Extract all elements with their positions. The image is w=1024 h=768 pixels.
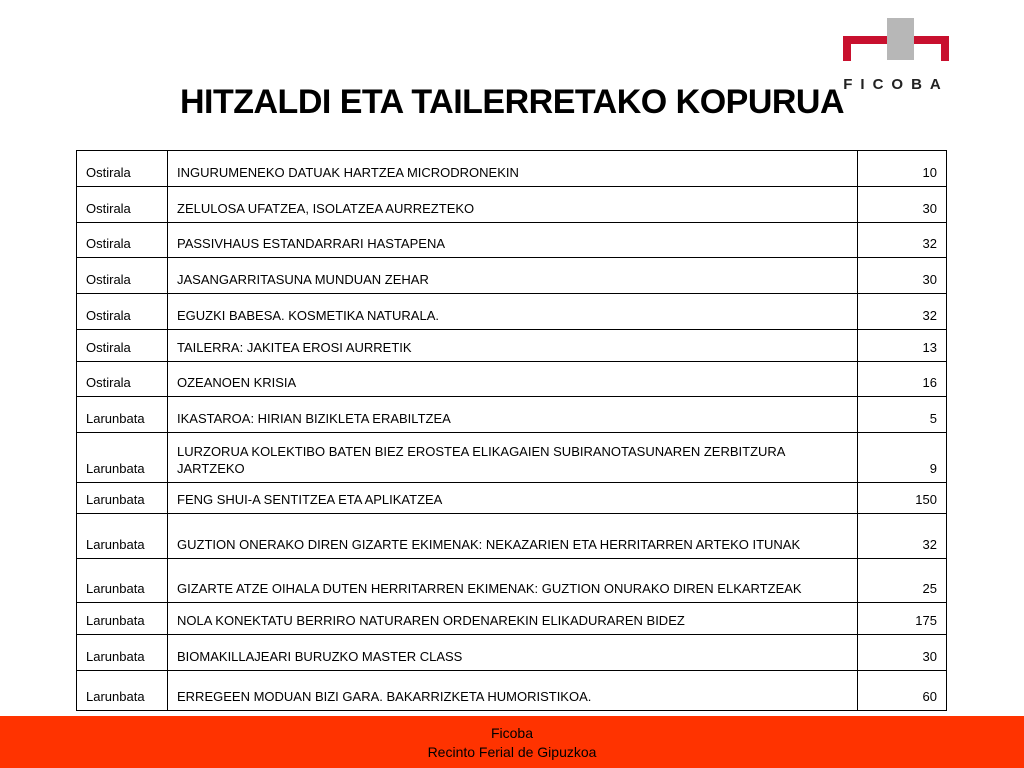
count-cell: 60 [858,671,947,711]
activity-cell: GIZARTE ATZE OIHALA DUTEN HERRITARREN EKIMENAK: GUZTION ONURAKO DIREN ELKARTZEAK [168,559,858,603]
activity-cell: JASANGARRITASUNA MUNDUAN ZEHAR [168,258,858,294]
logo-wordmark: FICOBA [843,76,949,93]
day-cell: Larunbata [77,433,168,483]
count-cell: 25 [858,559,947,603]
table-row [77,483,947,514]
table-row [77,433,947,483]
table-row [77,362,947,397]
count-cell: 16 [858,362,947,397]
activity-cell: PASSIVHAUS ESTANDARRARI HASTAPENA [168,223,858,258]
activity-cell: INGURUMENEKO DATUAK HARTZEA MICRODRONEKIN [168,151,858,187]
table-row [77,671,947,711]
footer-bar [0,716,1024,768]
count-cell: 9 [858,433,947,483]
day-cell: Larunbata [77,559,168,603]
count-cell: 10 [858,151,947,187]
activity-cell: ZELULOSA UFATZEA, ISOLATZEA AURREZTEKO [168,187,858,223]
count-cell: 30 [858,258,947,294]
count-cell: 32 [858,223,947,258]
day-cell: Larunbata [77,397,168,433]
table-row [77,330,947,362]
day-cell: Ostirala [77,362,168,397]
sessions-table-body [77,151,947,711]
activity-cell: ERREGEEN MODUAN BIZI GARA. BAKARRIZKETA HUMORISTIKOA. [168,671,858,711]
day-cell: Ostirala [77,223,168,258]
footer-line-1: Ficoba [490,725,534,741]
table-row [77,187,947,223]
count-cell: 32 [858,294,947,330]
day-cell: Ostirala [77,187,168,223]
day-cell: Ostirala [77,151,168,187]
activity-cell: GUZTION ONERAKO DIREN GIZARTE EKIMENAK: NEKAZARIEN ETA HERRITARREN ARTEKO ITUNAK [168,514,858,559]
table-row [77,559,947,603]
activity-cell: FENG SHUI-A SENTITZEA ETA APLIKATZEA [168,483,858,514]
count-cell: 13 [858,330,947,362]
day-cell: Larunbata [77,483,168,514]
page-title: HITZALDI ETA TAILERRETAKO KOPURUA [179,83,845,121]
activity-cell: NOLA KONEKTATU BERRIRO NATURAREN ORDENAREKIN ELIKADURAREN BIDEZ [168,603,858,635]
table-row [77,397,947,433]
table-row [77,258,947,294]
count-cell: 30 [858,187,947,223]
table-row [77,514,947,559]
activity-cell: IKASTAROA: HIRIAN BIZIKLETA ERABILTZEA [168,397,858,433]
sessions-table [76,150,947,711]
day-cell: Ostirala [77,330,168,362]
activity-cell: EGUZKI BABESA. KOSMETIKA NATURALA. [168,294,858,330]
activity-cell: OZEANOEN KRISIA [168,362,858,397]
day-cell: Larunbata [77,514,168,559]
day-cell: Larunbata [77,635,168,671]
footer-line-2: Recinto Ferial de Gipuzkoa [427,744,597,760]
activity-cell: BIOMAKILLAJEARI BURUZKO MASTER CLASS [168,635,858,671]
day-cell: Ostirala [77,258,168,294]
day-cell: Ostirala [77,294,168,330]
activity-cell: LURZORUA KOLEKTIBO BATEN BIEZ EROSTEA ELIKAGAIEN SUBIRANOTASUNAREN ZERBITZURA JARTZEKO [168,433,858,483]
table-row [77,603,947,635]
count-cell: 175 [858,603,947,635]
count-cell: 30 [858,635,947,671]
table-row [77,294,947,330]
table-row [77,635,947,671]
count-cell: 150 [858,483,947,514]
day-cell: Larunbata [77,603,168,635]
ficoba-logo [843,16,949,93]
count-cell: 5 [858,397,947,433]
count-cell: 32 [858,514,947,559]
table-row [77,223,947,258]
ficoba-logo-mark [843,16,949,64]
activity-cell: TAILERRA: JAKITEA EROSI AURRETIK [168,330,858,362]
table-row [77,151,947,187]
day-cell: Larunbata [77,671,168,711]
